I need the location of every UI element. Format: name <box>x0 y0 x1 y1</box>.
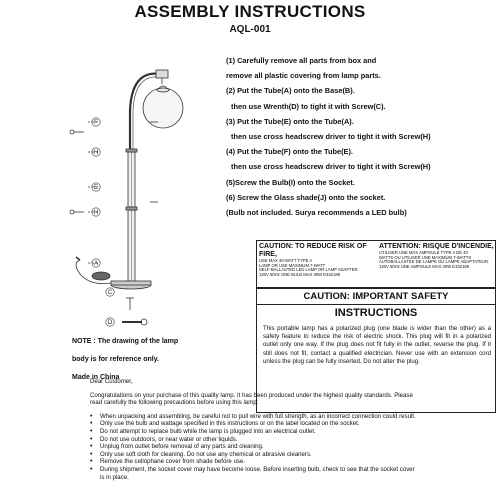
step-line: then use Wrenth(D) to tight it with Screw(C). <box>231 101 386 111</box>
shade-holder <box>156 70 168 78</box>
precaution-item: • Do not use outdoors, or near water or other liquids. <box>90 436 420 444</box>
rating-label-line: LAMP OR USE MAXIMUM 7-WATT <box>259 262 326 268</box>
precaution-item: • During shipment, the socket cover may have become loose. Before inserting bulb, check to see that the socket cover is in place. <box>90 466 420 481</box>
caution-body: This portable lamp has a polarized plug (one blade is wider than the other) as a safety feature to reduce the risk of electric shock. This plug will fit in a polarized outlet only one way. If the plug does not fit fully in the outlet, reverse the plug. If it still does not fit, contact a qualified electrician. Never use with an extension cord unless the plug can be fully inserted. Do not alter the plug. <box>263 325 491 365</box>
step-line: (1) Carefully remove all parts from box and <box>226 56 377 65</box>
note-line-2: body is for reference only. <box>72 356 160 363</box>
step-line: then use cross headscrew driver to tight it with Screw(H) <box>231 162 431 172</box>
rating-label-french <box>379 243 497 286</box>
part-label-c: C <box>107 290 113 297</box>
foot-switch <box>92 272 110 280</box>
part-label-h: H <box>93 210 99 217</box>
screw-h-bottom <box>70 210 84 214</box>
precaution-item: • Remove the cellophane cover from shade before use. <box>90 458 420 466</box>
assembly-steps <box>226 53 496 220</box>
rating-label-line: AUTOBALLASTEE DE LAMPE OU LAMPE ADAPTATEUR. <box>379 259 490 265</box>
precautions-list <box>90 413 420 481</box>
note-line-1: NOTE : The drawing of the lamp <box>72 338 179 345</box>
rating-label-line: ATTENTION: RISQUE D'INCENDIE, <box>379 243 494 250</box>
step-line: then use cross headscrew driver to tight it with Screw(H) <box>231 132 431 142</box>
step-line: (4) Put the Tube(F) onto the Tube(E). <box>226 147 353 157</box>
step-line: remove all plastic covering from lamp parts. <box>226 71 381 81</box>
lamp-diagram <box>60 60 230 335</box>
precaution-item: • When unpacking and assembling, be careful not to pull wire with full strength, as an incorrect connection could result. <box>90 413 420 421</box>
rating-label-line: UTILISER UNE MAX AMPOULE TYPE A DE 40 <box>379 250 468 255</box>
rating-labels <box>256 240 496 288</box>
screw-h-top <box>70 130 84 134</box>
rating-label-line: 120V 60Hz ONE BULB MAX 40W E332189 <box>259 272 340 278</box>
rating-label-line: USE MAX 40-WATT TYPE A <box>259 258 313 263</box>
step-line: (5)Screw the Bulb(I) onto the Socket. <box>226 177 355 187</box>
letter-greeting: Dear Customer, <box>90 378 133 385</box>
step-line: (3) Put the Tube(E) onto the Tube(A). <box>226 116 354 126</box>
glass-shade <box>143 88 183 128</box>
precaution-item: • Do not attempt to replace bulb while the lamp is plugged into an electrical outlet. <box>90 428 420 436</box>
caution-title: CAUTION: IMPORTANT SAFETY <box>257 289 495 305</box>
step-line: (Bulb not included. Surya recommends a LED bulb) <box>226 208 407 218</box>
part-label-f: F <box>94 120 98 127</box>
rating-label-line: WATTS OU UTILISER UNE MAXIMUM 7-WATTS <box>379 254 472 260</box>
caution-subtitle: INSTRUCTIONS <box>334 307 418 319</box>
customer-letter <box>90 378 420 481</box>
rating-label-line: 120V 60Hz UNE AMPOULE MAX 40W E332189 <box>379 264 470 270</box>
precaution-item: • Only use soft cloth for cleaning. Do not use any chemical or abrasive cleaners. <box>90 451 420 459</box>
model-number: AQL-001 <box>229 24 271 35</box>
document-title: ASSEMBLY INSTRUCTIONS <box>134 2 366 21</box>
rating-label-english <box>259 243 377 286</box>
part-label-d: D <box>107 320 113 327</box>
step-line: (2) Put the Tube(A) onto the Base(B). <box>226 86 355 96</box>
rating-label-line: SELF-BALLASTED LED LAMP OR LAMP ADAPTER. <box>259 267 359 273</box>
letter-intro: Congratulations on your purchase of this quality lamp. It has been produced under the highest quality standards. Please read carefully the following precautions before using this lamp: <box>90 391 413 407</box>
part-label-e: E <box>93 185 99 192</box>
precaution-item: • Unplug from outlet before removal of any parts and cleaning. <box>90 443 420 451</box>
precaution-item: • Only use the bulb and wattage specified in this instructions or on the label located on the socket. <box>90 420 420 428</box>
part-label-h: H <box>93 150 99 157</box>
part-label-a: A <box>93 261 99 268</box>
rating-label-line: CAUTION: TO REDUCE RISK OF FIRE, <box>259 243 367 258</box>
step-line: (6) Screw the Glass shade(J) onto the socket. <box>226 192 386 202</box>
made-in-label: Made in China <box>72 374 120 381</box>
